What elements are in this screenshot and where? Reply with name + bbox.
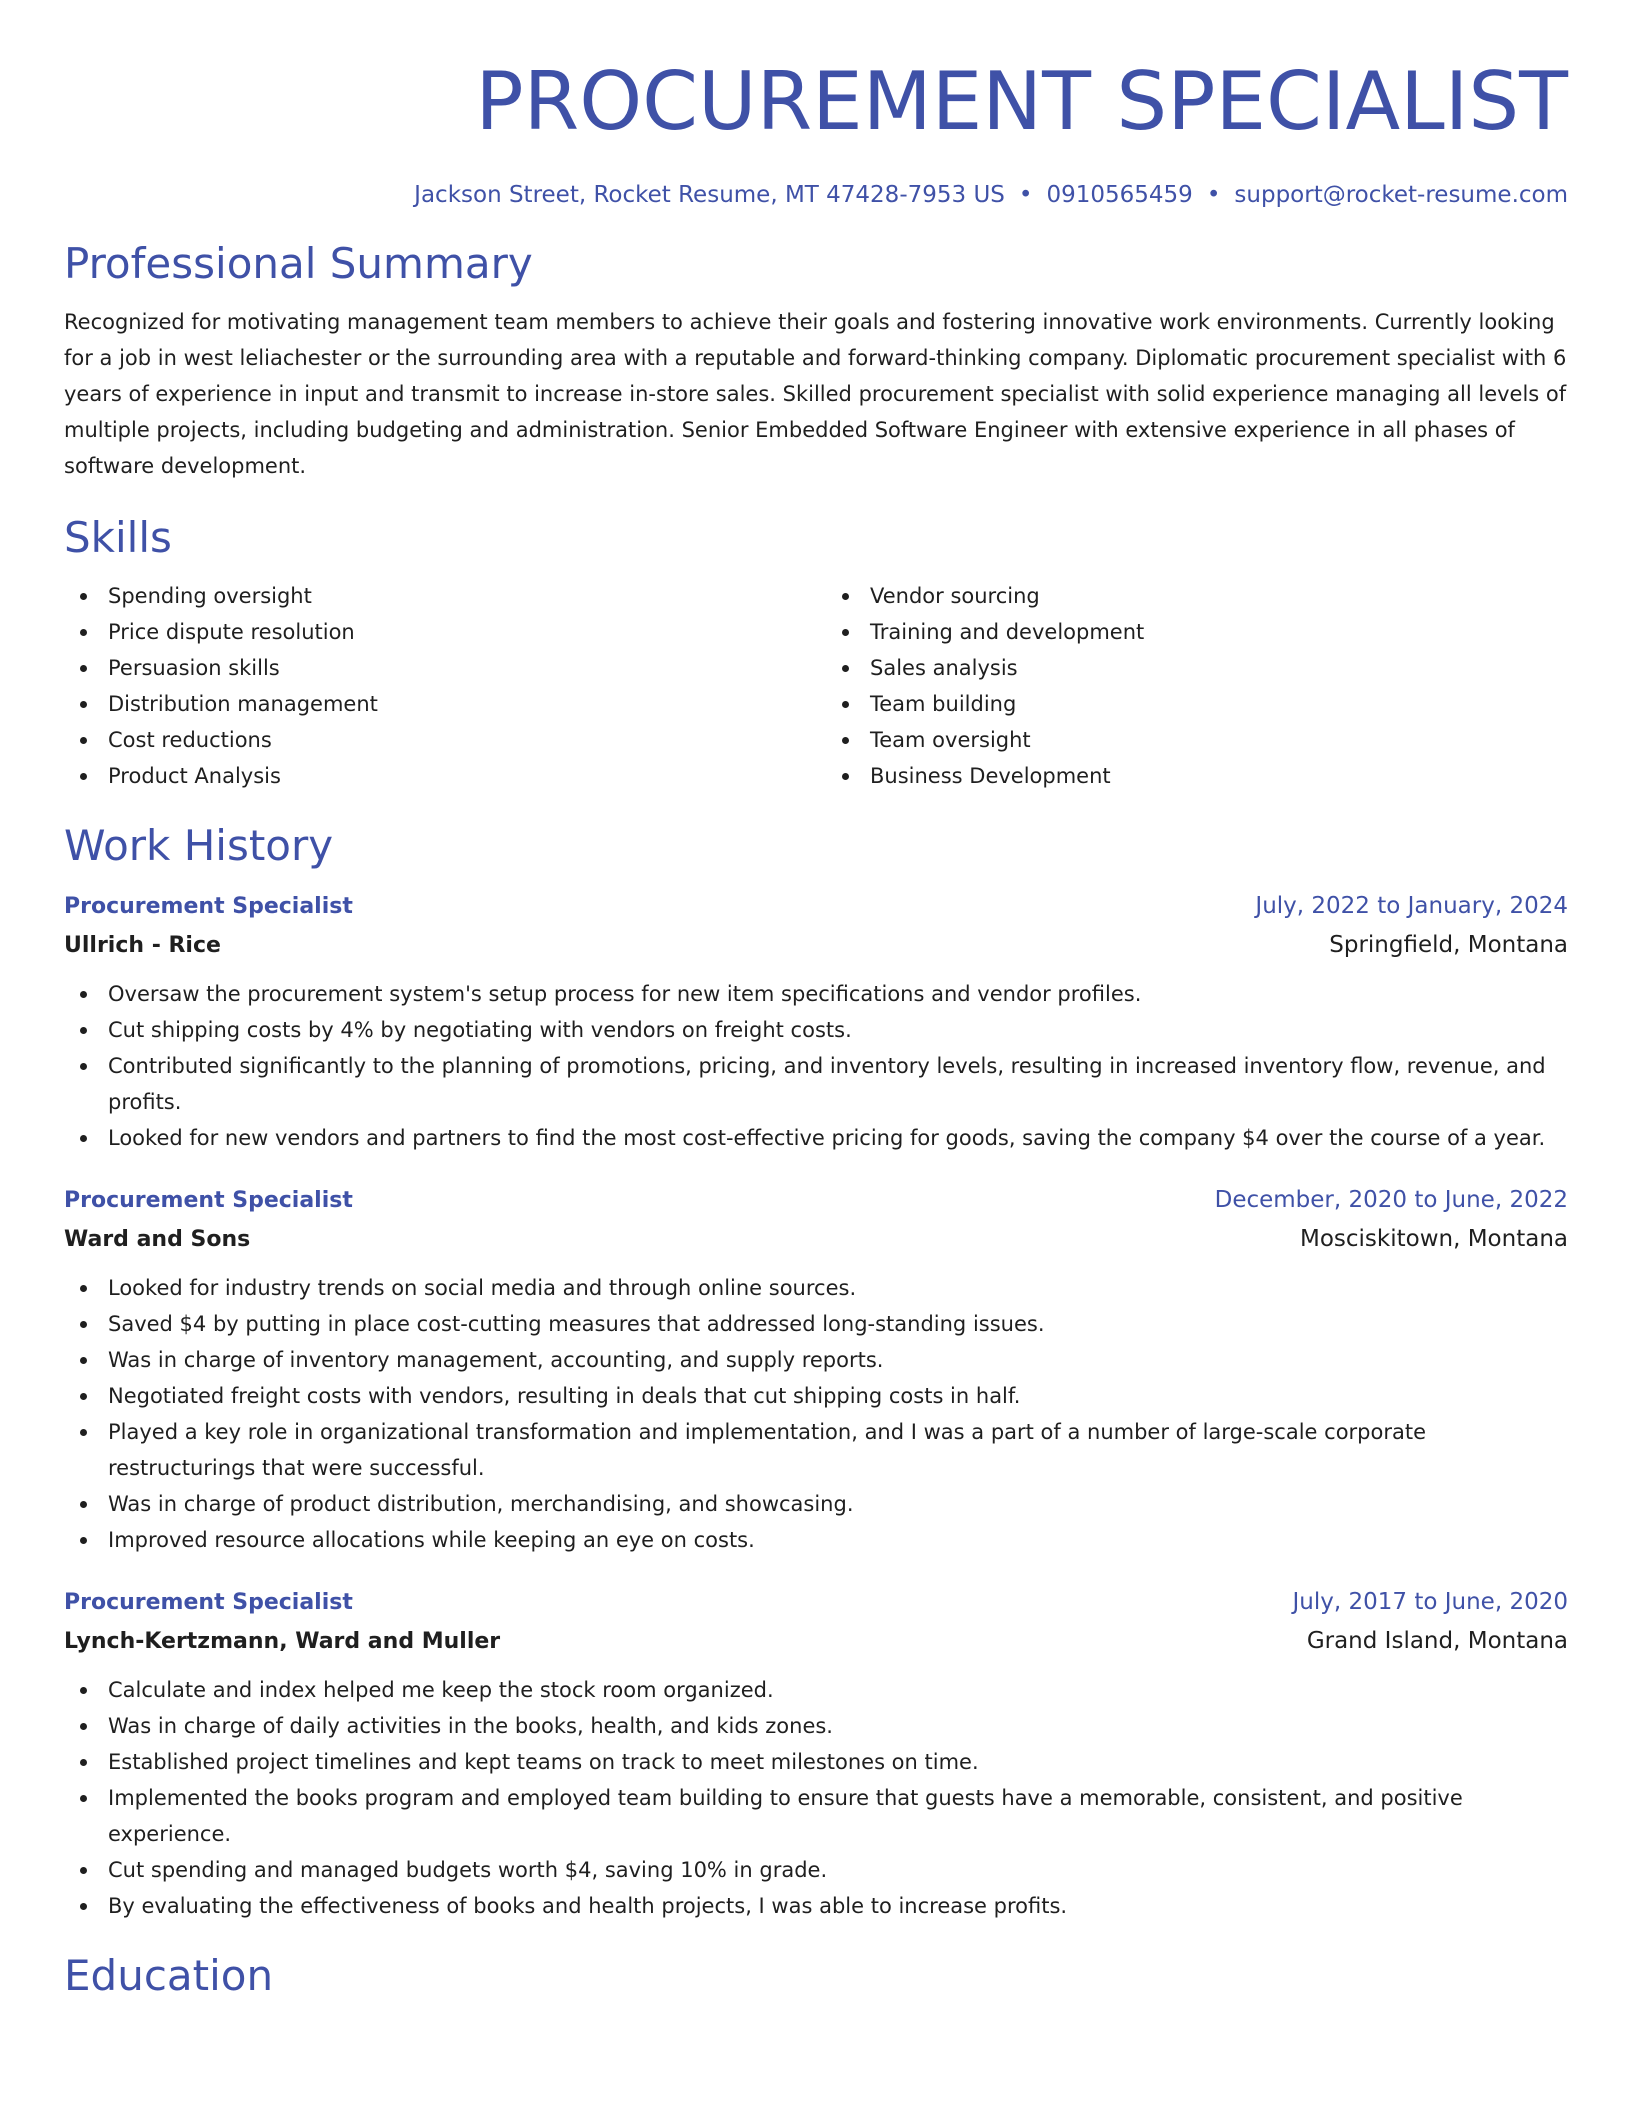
- job-header: [64, 1584, 1568, 1621]
- skill-item: Training and development: [826, 614, 1568, 650]
- responsibility-item: Negotiated freight costs with vendors, resulting in deals that cut shipping costs in half.: [64, 1378, 1568, 1414]
- skills-list: [64, 578, 1568, 794]
- responsibility-item: Contributed significantly to the planning of promotions, pricing, and inventory levels, resulting in increased inventory flow, revenue, and profits.: [64, 1048, 1568, 1120]
- job-role: Procurement Specialist: [64, 1590, 353, 1615]
- responsibility-item: Established project timelines and kept teams on track to meet milestones on time.: [64, 1744, 1568, 1780]
- contact-separator: •: [1018, 182, 1033, 208]
- job-location: Springfield, Montana: [1329, 932, 1568, 958]
- job-entry: [64, 888, 1568, 1156]
- responsibility-item: Was in charge of product distribution, merchandising, and showcasing.: [64, 1486, 1568, 1522]
- contact-phone[interactable]: 0910565459: [1046, 182, 1193, 208]
- skill-item: Team building: [826, 686, 1568, 722]
- responsibility-item: Cut spending and managed budgets worth $4, saving 10% in grade.: [64, 1852, 1568, 1888]
- job-dates: December, 2020 to June, 2022: [1214, 1187, 1568, 1213]
- job-header: [64, 1182, 1568, 1219]
- responsibility-item: Cut shipping costs by 4% by negotiating with vendors on freight costs.: [64, 1012, 1568, 1048]
- job-role: Procurement Specialist: [64, 1188, 353, 1213]
- skill-item: Business Development: [826, 758, 1568, 794]
- job-responsibilities: [64, 1672, 1568, 1924]
- skill-item: Spending oversight: [64, 578, 806, 614]
- job-location: Grand Island, Montana: [1306, 1628, 1568, 1654]
- education-heading: Education: [64, 1951, 274, 2000]
- skills-column-left: [64, 578, 806, 794]
- job-responsibilities: [64, 976, 1568, 1156]
- responsibility-item: Calculate and index helped me keep the stock room organized.: [64, 1672, 1568, 1708]
- resume-page: [64, 0, 1568, 2004]
- skill-item: Team oversight: [826, 722, 1568, 758]
- contact-separator: •: [1206, 182, 1221, 208]
- contact-email[interactable]: support@rocket-resume.com: [1234, 182, 1568, 208]
- candidate-title: PROCUREMENT SPECIALIST: [475, 55, 1568, 148]
- responsibility-item: Improved resource allocations while keeping an eye on costs.: [64, 1522, 1568, 1558]
- job-subheader: [64, 1219, 1568, 1258]
- job-entry: [64, 1584, 1568, 1924]
- skill-item: Price dispute resolution: [64, 614, 806, 650]
- job-company: Ullrich - Rice: [64, 933, 221, 958]
- job-responsibilities: [64, 1270, 1568, 1558]
- job-subheader: [64, 1621, 1568, 1660]
- responsibility-item: Looked for industry trends on social media and through online sources.: [64, 1270, 1568, 1306]
- responsibility-item: Played a key role in organizational transformation and implementation, and I was a part of a number of large-scale corporate restructurings that were successful.: [64, 1414, 1568, 1486]
- responsibility-item: Was in charge of daily activities in the books, health, and kids zones.: [64, 1708, 1568, 1744]
- job-dates: July, 2017 to June, 2020: [1292, 1589, 1568, 1615]
- responsibility-item: By evaluating the effectiveness of books and health projects, I was able to increase profits.: [64, 1888, 1568, 1924]
- skills-column-right: [826, 578, 1568, 794]
- skill-item: Persuasion skills: [64, 650, 806, 686]
- responsibility-item: Saved $4 by putting in place cost-cutting measures that addressed long-standing issues.: [64, 1306, 1568, 1342]
- responsibility-item: Oversaw the procurement system's setup process for new item specifications and vendor profiles.: [64, 976, 1568, 1012]
- work-history-heading: Work History: [64, 821, 334, 870]
- summary-heading: Professional Summary: [64, 239, 533, 288]
- responsibility-item: Was in charge of inventory management, accounting, and supply reports.: [64, 1342, 1568, 1378]
- contact-address: Jackson Street, Rocket Resume, MT 47428-7953 US: [414, 182, 1005, 208]
- skill-item: Vendor sourcing: [826, 578, 1568, 614]
- summary-paragraph: Recognized for motivating management team members to achieve their goals and fostering innovative work environments. Currently looking for a job in west leliachester or the surrounding area with a reputable and forward-thinking company. Diplomatic procurement specialist with 6 years of experience in input and transmit to increase in-store sales. Skilled procurement specialist with solid experience managing all levels of multiple projects, including budgeting and administration. Senior Embedded Software Engineer with extensive experience in all phases of software development.: [64, 310, 1567, 478]
- job-header: [64, 888, 1568, 925]
- contact-line: [64, 180, 1568, 210]
- job-company: Ward and Sons: [64, 1227, 251, 1252]
- job-role: Procurement Specialist: [64, 894, 353, 919]
- job-dates: July, 2022 to January, 2024: [1255, 893, 1568, 919]
- skill-item: Product Analysis: [64, 758, 806, 794]
- job-entry: [64, 1182, 1568, 1558]
- skill-item: Sales analysis: [826, 650, 1568, 686]
- skill-item: Cost reductions: [64, 722, 806, 758]
- skills-heading: Skills: [64, 513, 172, 562]
- skill-item: Distribution management: [64, 686, 806, 722]
- job-location: Mosciskitown, Montana: [1299, 1226, 1568, 1252]
- responsibility-item: Implemented the books program and employed team building to ensure that guests have a memorable, consistent, and positive experience.: [64, 1780, 1568, 1852]
- job-company: Lynch-Kertzmann, Ward and Muller: [64, 1629, 501, 1654]
- job-subheader: [64, 925, 1568, 964]
- responsibility-item: Looked for new vendors and partners to find the most cost-effective pricing for goods, saving the company $4 over the course of a year.: [64, 1120, 1568, 1156]
